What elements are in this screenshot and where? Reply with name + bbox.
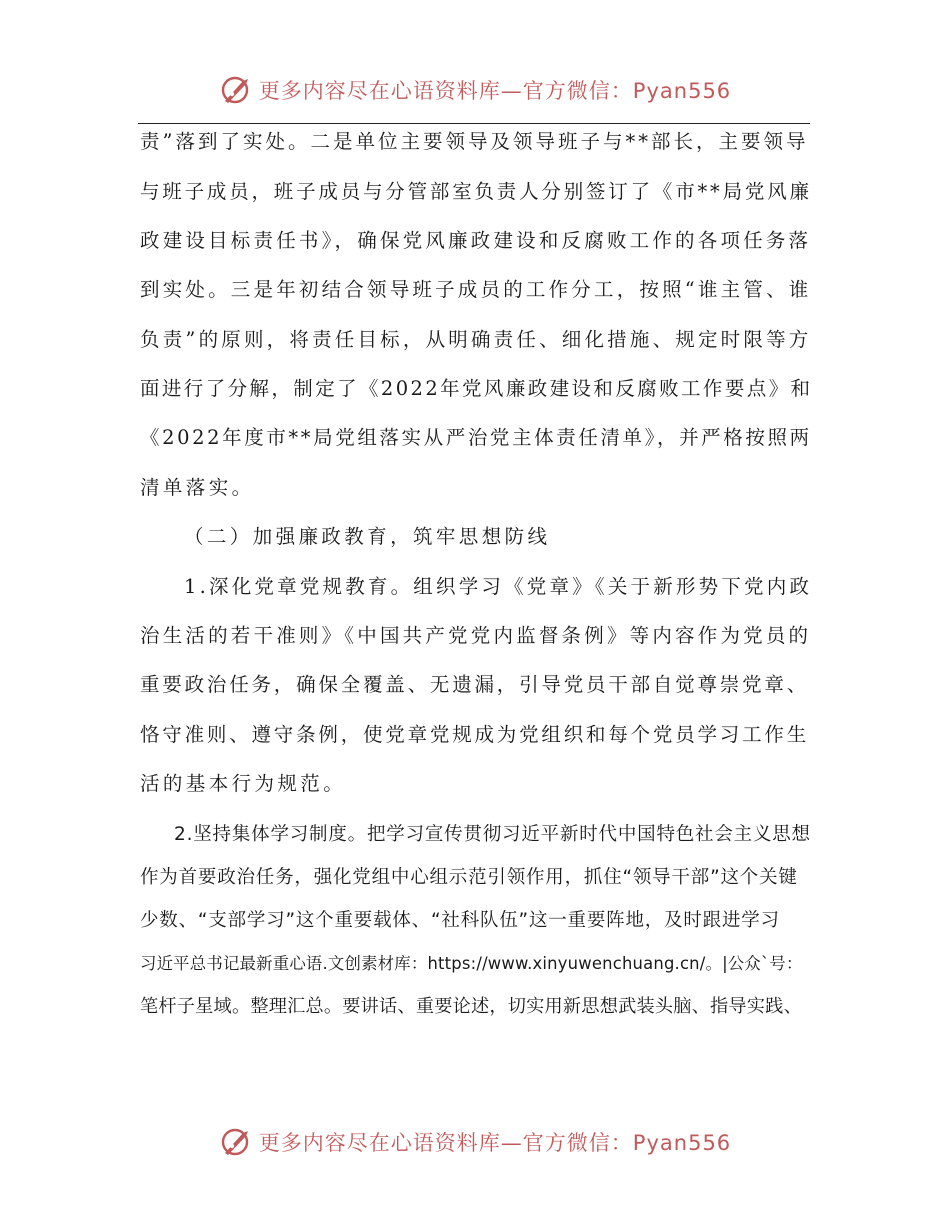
section-heading: （二）加强廉政教育，筑牢思想防线: [184, 525, 551, 548]
paragraph-line: 重要政治任务，确保全覆盖、无遗漏，引导党员干部自觉尊崇党章、: [140, 673, 810, 696]
paragraph-line: 面进行了分解，制定了《2022年党风廉政建设和反腐败工作要点》和: [140, 377, 813, 400]
paragraph-line: 与班子成员，班子成员与分管部室负责人分别签订了《市**局党风廉: [140, 180, 812, 203]
paragraph-line: 责”落到了实处。二是单位主要领导及领导班子与**部长，主要领导: [140, 130, 809, 153]
watermark-banner-bottom: [0, 1122, 950, 1162]
paragraph-line: 清单落实。: [140, 476, 255, 499]
paragraph-line: 2.坚持集体学习制度。把学习宣传贯彻习近平新时代中国特色社会主义思想: [174, 824, 811, 845]
watermark-text: 更多内容尽在心语资料库—官方微信：Pyan556: [258, 1131, 732, 1155]
paragraph-line: 习近平总书记最新重心语.文创素材库：https://www.xinyuwenchuang.cn/。|公众`号：: [140, 954, 803, 973]
pen-nib-logo-icon: [219, 1125, 253, 1159]
paragraph-line: 治生活的若干准则》《中国共产党党内监督条例》等内容作为党员的: [140, 624, 812, 647]
paragraph-line: 少数、“支部学习”这个重要载体、“社科队伍”这一重要阵地，及时跟进学习: [140, 910, 780, 931]
paragraph-line: 政建设目标责任书》，确保党风廉政建设和反腐败工作的各项任务落: [140, 229, 812, 252]
paragraph-line: 负责”的原则，将责任目标，从明确责任、细化措施、规定时限等方: [140, 328, 812, 351]
paragraph-line: 活的基本行为规范。: [140, 772, 347, 795]
watermark-text: 更多内容尽在心语资料库—官方微信：Pyan556: [258, 79, 732, 103]
paragraph-line: 笔杆子星域。整理汇总。要讲话、重要论述，切实用新思想武装头脑、指导实践、: [140, 996, 802, 1017]
paragraph-line: 到实处。三是年初结合领导班子成员的工作分工，按照“谁主管、谁: [140, 278, 812, 301]
paragraph-line: 作为首要政治任务，强化党组中心组示范引领作用，抓住“领导干部”这个关键: [140, 867, 798, 888]
paragraph-line: 《2022年度市**局党组落实从严治党主体责任清单》，并严格按照两: [140, 426, 812, 449]
paragraph-line: 恪守准则、遵守条例，使党章党规成为党组织和每个党员学习工作生: [140, 723, 810, 746]
paragraph-line: 1.深化党章党规教育。组织学习《党章》《关于新形势下党内政: [184, 575, 813, 598]
